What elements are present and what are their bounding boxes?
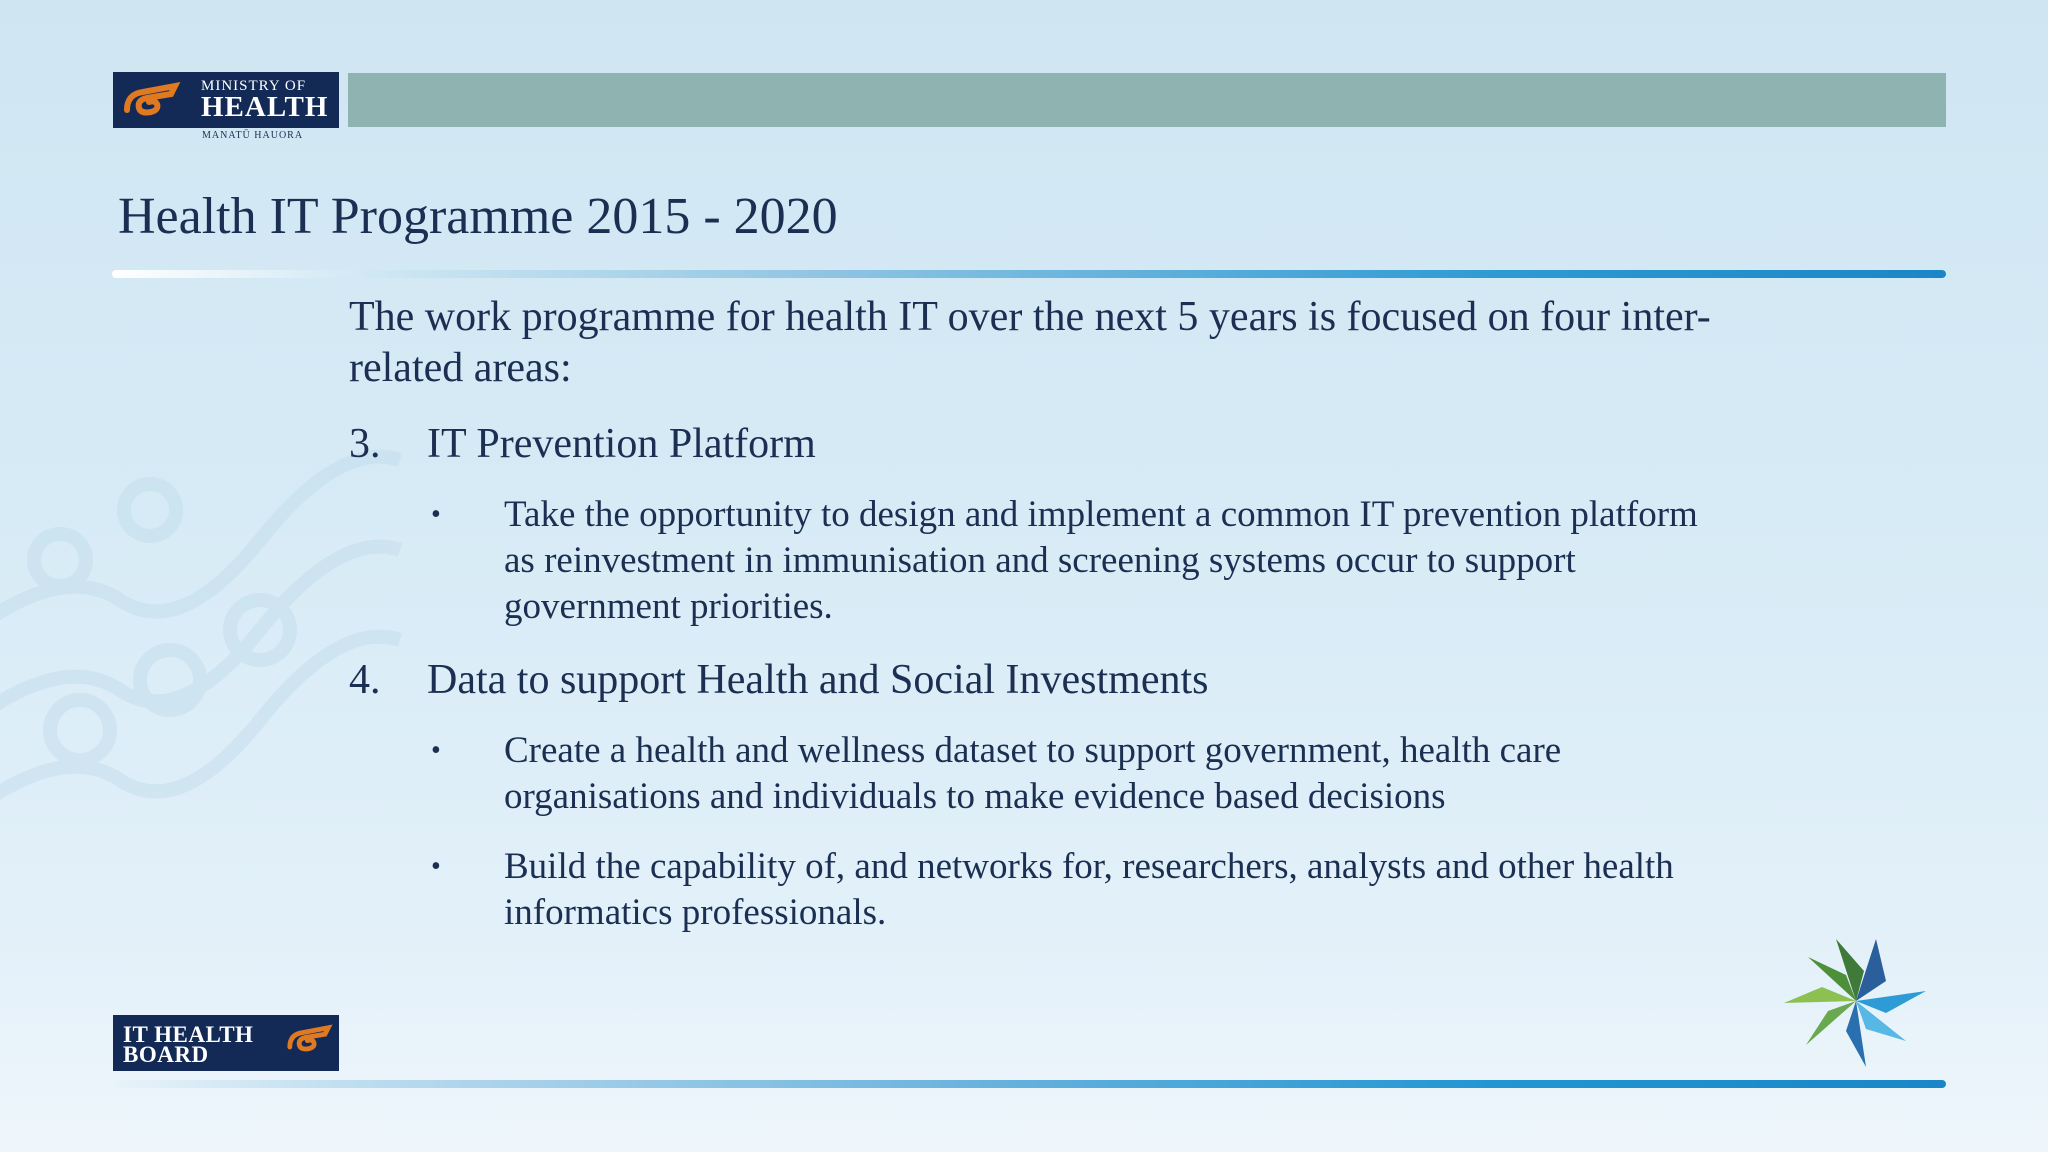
section-title: Data to support Health and Social Investments [427,657,1209,703]
section-heading [349,418,1749,470]
it-health-board-logo [113,1015,339,1071]
bullet-text: Build the capability of, and networks for, researchers, analysts and other health informatics professionals. [504,846,1674,933]
footer-divider [112,1080,1946,1088]
header-bar [348,73,1946,127]
bullet-text: Create a health and wellness dataset to support government, health care organisations and individuals to make evidence based decisions [504,730,1562,817]
bullet-text: Take the opportunity to design and implement a common IT prevention platform as reinvestment in immunisation and screening systems occur to support government priorities. [504,494,1698,627]
slide-title: Health IT Programme 2015 - 2020 [118,188,838,245]
title-divider [112,270,1946,278]
section-number: 3. [349,421,381,467]
star-emblem-icon [1766,934,1946,1068]
bullet-icon: • [431,851,441,882]
bullet-item [427,844,1749,936]
section-title: IT Prevention Platform [427,421,816,467]
logo-board-text: BOARD [123,1042,209,1067]
section-number: 4. [349,657,381,703]
section-heading [349,654,1749,706]
koru-logo-icon [285,1021,333,1057]
bullet-icon: • [431,499,441,530]
ministry-of-health-logo [113,72,339,128]
bullet-icon: • [431,735,441,766]
slide-body [349,292,1749,936]
koru-logo-icon [121,80,181,120]
logo-it-health-text: IT HEALTH [123,1022,254,1047]
intro-text: The work programme for health IT over the next 5 years is focused on four inter-related areas: [349,294,1711,391]
bullet-item [427,492,1749,630]
logo-ministry-of-text: MINISTRY OF [201,78,307,94]
bullet-item [427,728,1749,820]
logo-health-text: HEALTH [201,91,329,123]
logo-subtitle: MANATŪ HAUORA [202,130,304,141]
